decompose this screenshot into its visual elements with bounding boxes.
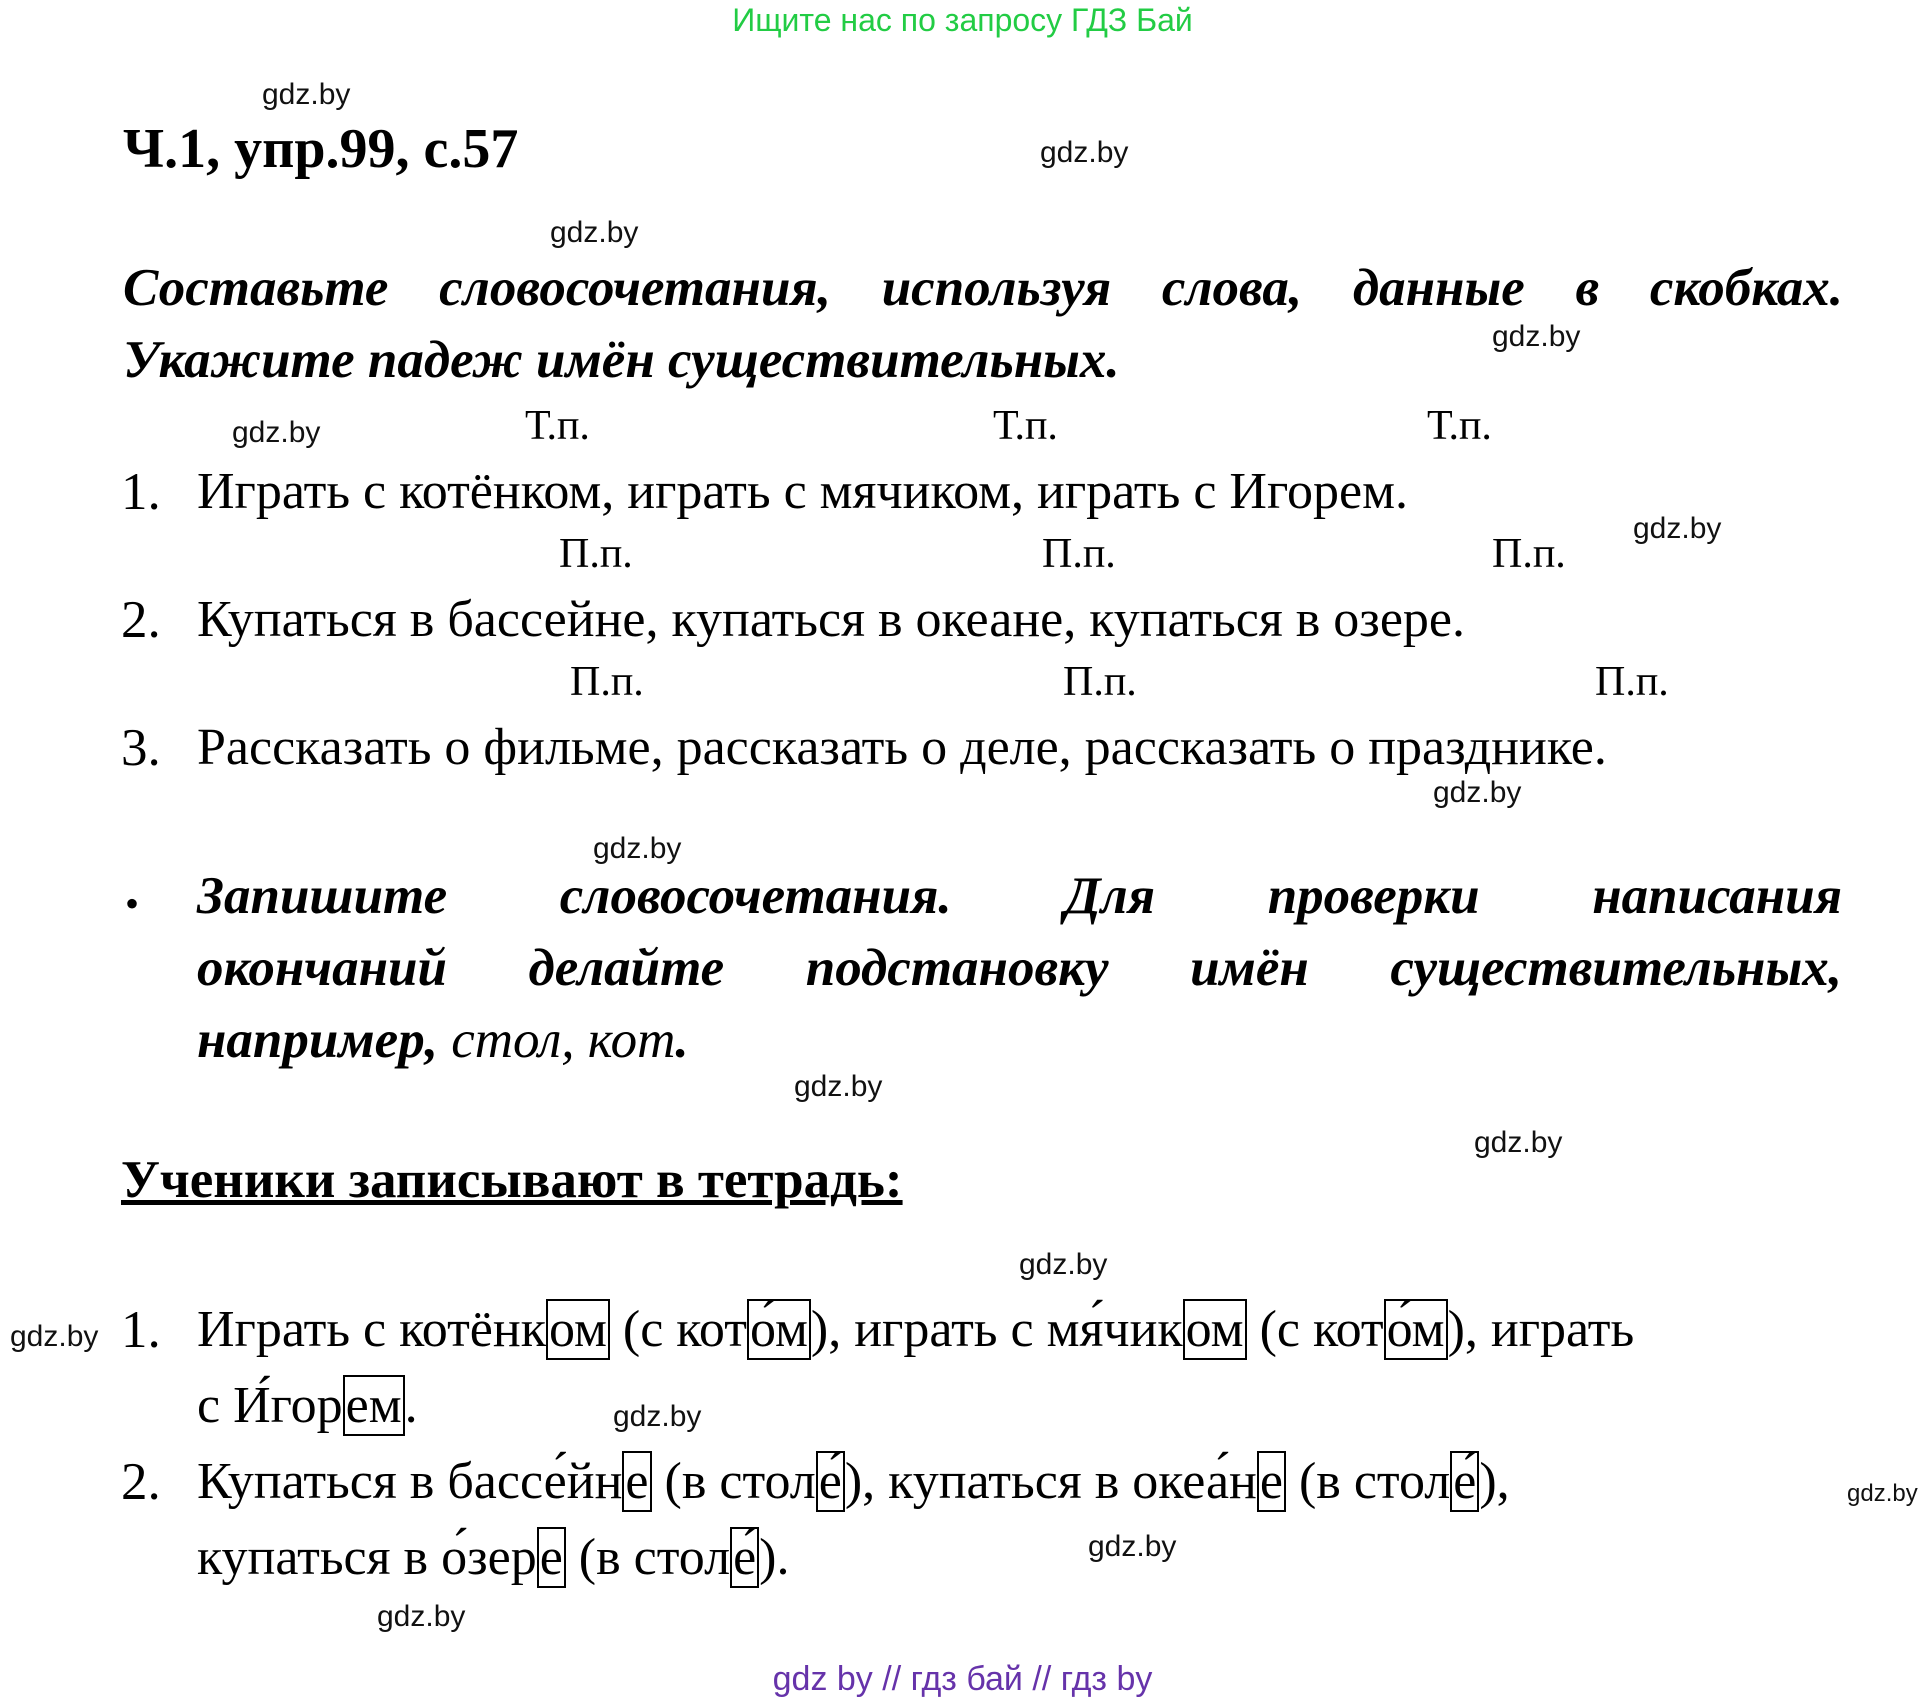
list-number: 2.: [121, 591, 161, 649]
watermark: gdz.by: [550, 216, 639, 249]
answer-text: (в стол: [565, 1529, 731, 1586]
answer-text: (с кот: [609, 1301, 747, 1358]
ending-box: о́м: [747, 1299, 811, 1360]
case-label: П.п.: [1063, 659, 1137, 705]
answer-text: .: [404, 1377, 418, 1434]
list-number: 2.: [121, 1453, 161, 1511]
answer-text: (в стол: [651, 1453, 816, 1510]
watermark: gdz.by: [1633, 512, 1722, 545]
ending-box: о́м: [1384, 1299, 1448, 1360]
exercise-line: Играть с котёнком, играть с мячиком, играть с Игорем.: [197, 463, 1408, 520]
answer-text: Играть с котёнк: [197, 1301, 546, 1358]
answer-line: [197, 1452, 1510, 1511]
watermark: gdz.by: [1019, 1248, 1108, 1281]
exercise-line: Рассказать о фильме, рассказать о деле, рассказать о празднике.: [197, 719, 1607, 776]
watermark: gdz.by: [10, 1320, 99, 1353]
ending-box: ем: [343, 1375, 405, 1436]
case-label: Т.п.: [993, 403, 1058, 449]
bullet-line-2: окончаний делайте подстановку имён существительных,: [197, 939, 1842, 997]
task-line-2: Укажите падеж имён существительных.: [123, 331, 1120, 389]
ending-box: е: [622, 1451, 651, 1512]
list-number: 1.: [121, 463, 161, 521]
case-label: Т.п.: [525, 403, 590, 449]
answer-text: Купаться в бассе́йн: [197, 1453, 623, 1510]
watermark: gdz.by: [1474, 1126, 1563, 1159]
watermark: gdz.by: [1492, 320, 1581, 353]
ending-box: ом: [1183, 1299, 1247, 1360]
answer-line: [197, 1376, 418, 1435]
ending-box: ом: [546, 1299, 610, 1360]
answer-line: [197, 1528, 789, 1587]
bullet-icon: •: [125, 881, 140, 926]
ending-box: е: [537, 1527, 566, 1588]
bullet-line-3: [197, 1010, 1917, 1070]
ending-box: е: [1257, 1451, 1286, 1512]
ending-box: е́: [816, 1451, 845, 1512]
bullet-line-1: Запишите словосочетания. Для проверки написания: [197, 867, 1842, 925]
watermark: gdz.by: [1847, 1480, 1918, 1507]
answer-text: ).: [759, 1529, 790, 1586]
watermark: gdz.by: [232, 416, 321, 449]
case-label: П.п.: [1042, 531, 1116, 577]
watermark: gdz.by: [262, 78, 351, 111]
case-label: П.п.: [1595, 659, 1669, 705]
case-label: Т.п.: [1427, 403, 1492, 449]
answer-text: ),: [1479, 1453, 1510, 1510]
watermark: gdz.by: [794, 1070, 883, 1103]
watermark: gdz.by: [1040, 136, 1129, 169]
example-intro: например,: [197, 1011, 438, 1069]
answer-text: с И́гор: [197, 1377, 343, 1434]
answer-text: ), купаться в океа́н: [844, 1453, 1257, 1510]
answer-text: (в стол: [1285, 1453, 1451, 1510]
ending-box: е́: [730, 1527, 759, 1588]
case-label: П.п.: [559, 531, 633, 577]
watermark: gdz.by: [1433, 776, 1522, 809]
page-title: Ч.1, упр.99, с.57: [123, 118, 519, 180]
example-words: стол, кот: [451, 1011, 676, 1069]
watermark: gdz.by: [593, 832, 682, 865]
top-banner: Ищите нас по запросу ГДЗ Бай: [732, 2, 1193, 38]
answer-text: (с кот: [1246, 1301, 1384, 1358]
ending-box: е́: [1450, 1451, 1479, 1512]
example-period: .: [675, 1011, 689, 1069]
exercise-line: Купаться в бассейне, купаться в океане, купаться в озере.: [197, 591, 1466, 648]
answer-text: купаться в о́зер: [197, 1529, 537, 1586]
watermark: gdz.by: [1088, 1530, 1177, 1563]
footer-links: gdz by // гдз бай // гдз by: [772, 1660, 1153, 1698]
list-number: 3.: [121, 719, 161, 777]
list-number: 1.: [121, 1301, 161, 1359]
case-label: П.п.: [570, 659, 644, 705]
answer-heading: Ученики записывают в тетрадь:: [121, 1151, 903, 1209]
watermark: gdz.by: [377, 1600, 466, 1633]
watermark: gdz.by: [613, 1400, 702, 1433]
answer-line: [197, 1300, 1634, 1359]
task-line-1: Составьте словосочетания, используя слова, данные в скобках.: [123, 259, 1843, 317]
case-label: П.п.: [1492, 531, 1566, 577]
answer-text: ), играть с мя́чик: [810, 1301, 1183, 1358]
answer-text: ), играть: [1447, 1301, 1635, 1358]
